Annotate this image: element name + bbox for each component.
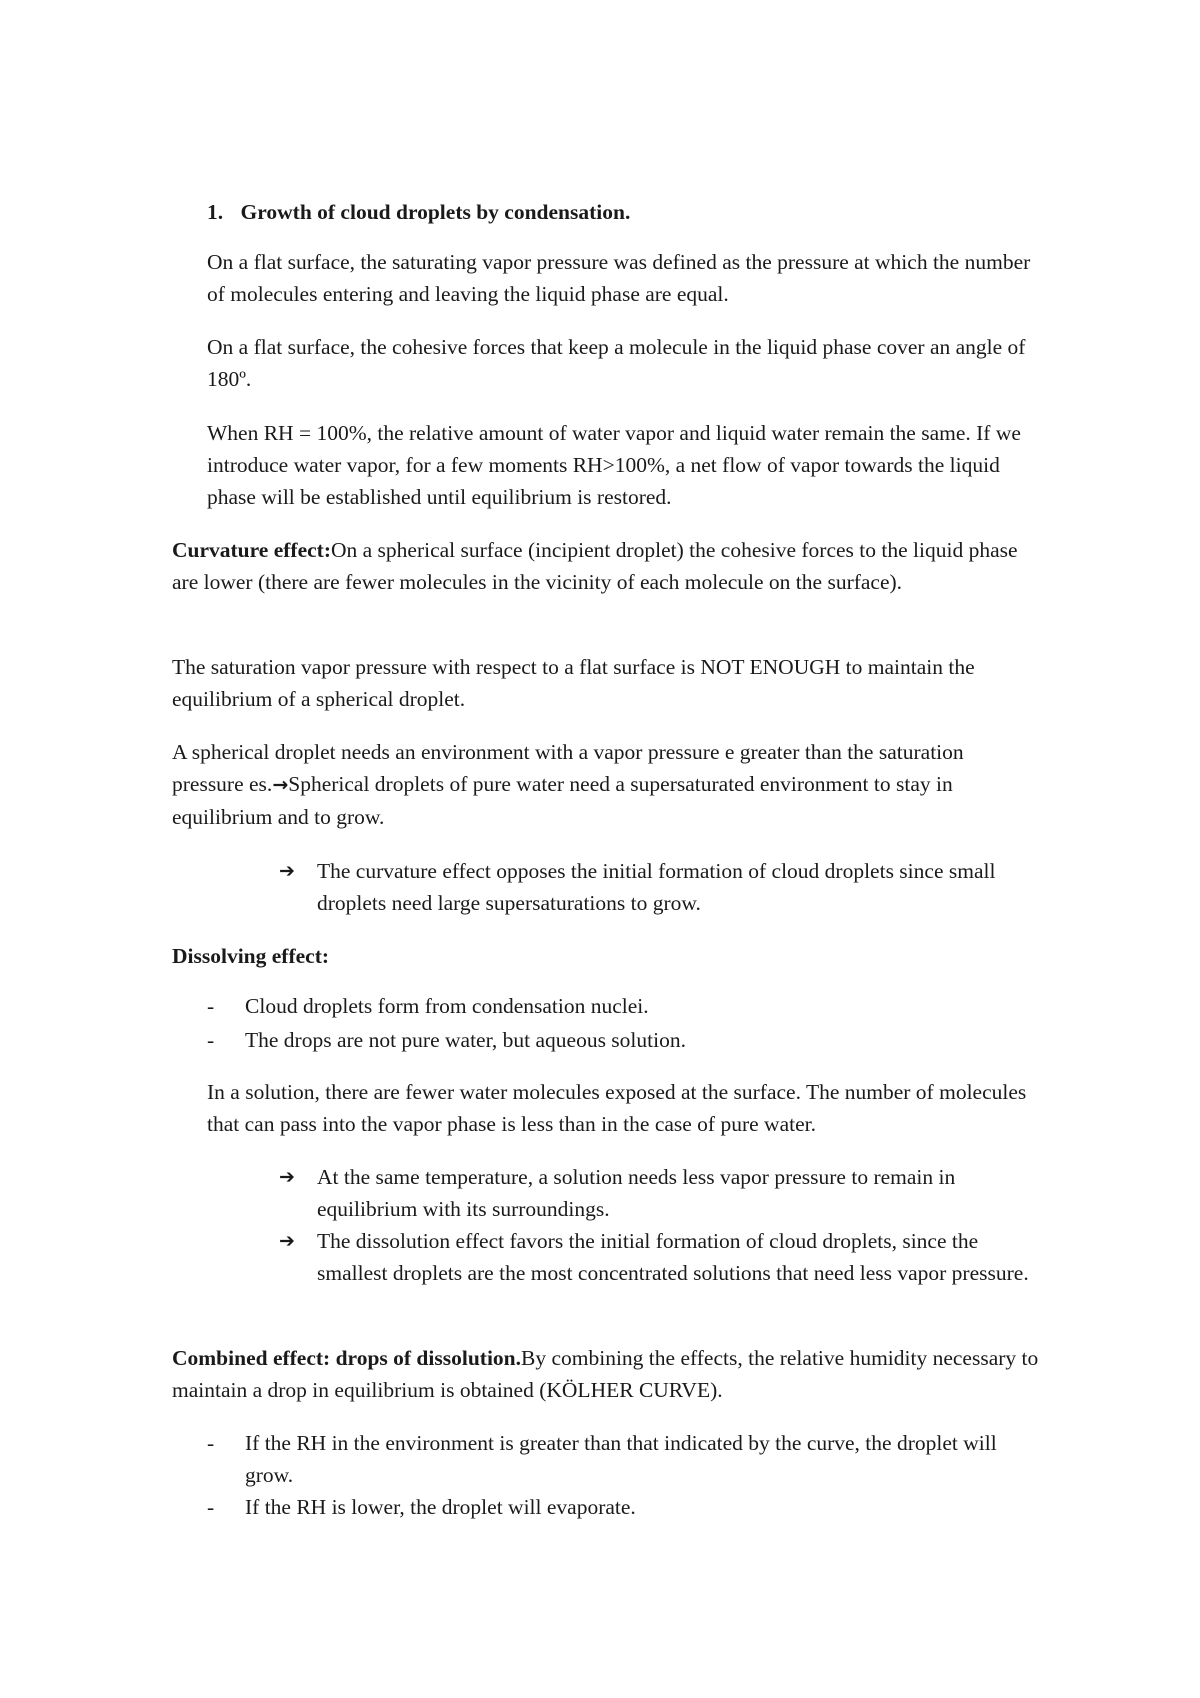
- curvature-paragraph: [172, 534, 1042, 598]
- list-item-text: Cloud droplets form from condensation nuclei.: [245, 994, 649, 1018]
- combined-label: Combined effect: drops of dissolution.: [172, 1346, 521, 1370]
- curvature-p3-start: A spherical droplet needs an environment with a vapor pressure e greater than the saturation pressure es.: [172, 740, 964, 796]
- dash-marker: -: [207, 1431, 215, 1455]
- dash-marker: -: [207, 1028, 215, 1052]
- intro-paragraph-3: When RH = 100%, the relative amount of water vapor and liquid water remain the same. If we introduce water vapor, for a few moments RH>100%, a net flow of vapor towards the liquid phase will be established until equilibrium is restored.: [207, 421, 1021, 509]
- section-number: 1.: [207, 200, 224, 224]
- arrow-bullet-icon: ➔: [279, 1230, 295, 1252]
- right-arrow-icon: →: [272, 774, 289, 796]
- dissolving-bullet-text: At the same temperature, a solution needs less vapor pressure to remain in equilibrium with its surroundings.: [317, 1165, 956, 1221]
- section-title: Growth of cloud droplets by condensation.: [240, 200, 631, 224]
- dissolving-bullet-text: The dissolution effect favors the initial formation of cloud droplets, since the smallest droplets are the most concentrated solutions that need less vapor pressure.: [317, 1229, 1029, 1285]
- intro-paragraph-2: On a flat surface, the cohesive forces that keep a molecule in the liquid phase cover an angle of 180º.: [207, 335, 1026, 391]
- intro-paragraph-1: On a flat surface, the saturating vapor pressure was defined as the pressure at which the number of molecules entering and leaving the liquid phase are equal.: [207, 250, 1031, 306]
- curvature-bullet-text: The curvature effect opposes the initial formation of cloud droplets since small droplets need large supersaturations to grow.: [317, 859, 996, 915]
- section-heading: [207, 196, 1007, 228]
- list-item-text: If the RH is lower, the droplet will evaporate.: [245, 1495, 636, 1519]
- dash-marker: -: [207, 994, 215, 1018]
- combined-paragraph: [172, 1342, 1042, 1406]
- curvature-paragraph-2: The saturation vapor pressure with respect to a flat surface is NOT ENOUGH to maintain the equilibrium of a spherical droplet.: [172, 655, 975, 711]
- dissolving-heading: Dissolving effect:: [172, 944, 330, 968]
- dissolving-paragraph: In a solution, there are fewer water molecules exposed at the surface. The number of molecules that can pass into the vapor phase is less than in the case of pure water.: [207, 1080, 1027, 1136]
- curvature-paragraph-3: [172, 736, 1017, 833]
- curvature-p3-end: Spherical droplets of pure water need a supersaturated environment to stay in equilibrium and to grow.: [172, 772, 953, 829]
- arrow-bullet-icon: ➔: [279, 1166, 295, 1188]
- list-item-text: If the RH in the environment is greater than that indicated by the curve, the droplet will grow.: [245, 1431, 997, 1487]
- combined-text: By combining the effects, the relative humidity necessary to maintain a drop in equilibrium is obtained (KÖLHER CURVE).: [172, 1346, 1039, 1402]
- dash-marker: -: [207, 1495, 215, 1519]
- curvature-text: On a spherical surface (incipient droplet) the cohesive forces to the liquid phase are lower (there are fewer molecules in the vicinity of each molecule on the surface).: [172, 538, 1018, 594]
- list-item-text: The drops are not pure water, but aqueous solution.: [245, 1028, 686, 1052]
- curvature-label: Curvature effect:: [172, 538, 331, 562]
- arrow-bullet-icon: ➔: [279, 860, 295, 882]
